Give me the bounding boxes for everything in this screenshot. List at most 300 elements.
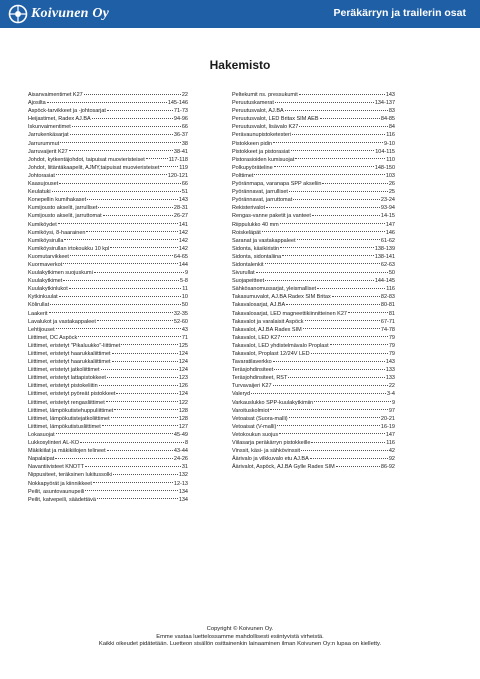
index-entry-name: Mäkikiilat ja mäkikiilojen telineet bbox=[28, 448, 106, 455]
index-entry-name: Kaasujouset bbox=[28, 181, 59, 188]
index-entry bbox=[28, 366, 188, 374]
index-entry-page: 124 bbox=[178, 351, 188, 357]
index-entry bbox=[28, 326, 188, 334]
index-entry-page: 117-118 bbox=[168, 156, 188, 163]
dot-leader bbox=[92, 118, 173, 119]
index-entry bbox=[232, 415, 395, 423]
index-entry-name: Jarrukenkäsarjat bbox=[28, 132, 69, 139]
index-entry-name: Johdot, liitäntäkaapelit, AJMY,taipuisat muovieristeiset bbox=[28, 164, 160, 171]
index-entry-page: 122 bbox=[178, 399, 188, 406]
index-entry bbox=[232, 172, 395, 180]
index-entry-page: 81 bbox=[388, 310, 395, 317]
dot-leader bbox=[280, 247, 374, 248]
index-entry bbox=[28, 204, 188, 212]
dot-leader bbox=[286, 304, 380, 305]
index-entry-page: 138-139 bbox=[374, 245, 395, 252]
dot-leader bbox=[97, 498, 178, 499]
index-entry bbox=[232, 463, 395, 471]
index-entry-name: Kölirullat bbox=[28, 302, 50, 309]
dot-leader bbox=[113, 474, 178, 475]
index-entry-name: Peilit, asuntovaunupeili bbox=[28, 488, 85, 495]
index-entry bbox=[232, 237, 395, 245]
dot-leader bbox=[311, 442, 385, 443]
dot-leader bbox=[305, 320, 380, 321]
index-entry bbox=[28, 463, 188, 471]
index-entry-page: 116 bbox=[386, 286, 395, 293]
index-entry-page: 24-26 bbox=[173, 456, 188, 463]
index-entry-page: 8 bbox=[184, 440, 188, 447]
dot-leader bbox=[47, 102, 167, 103]
index-entry-page: 148-150 bbox=[374, 164, 395, 171]
dot-leader bbox=[273, 385, 388, 386]
index-entry-page: 9 bbox=[391, 399, 395, 406]
index-entry bbox=[28, 115, 188, 123]
dot-leader bbox=[56, 433, 173, 434]
index-entry bbox=[28, 439, 188, 447]
dot-leader bbox=[146, 158, 168, 159]
index-entry-name: Peruutusvalot, LED Britax SIM AEB bbox=[232, 116, 319, 123]
index-entry-name: Napalaipat bbox=[28, 456, 55, 463]
index-entry-name: Liittimet, eristetyt jatkoliittimet bbox=[28, 367, 100, 374]
index-entry-page: 119 bbox=[179, 164, 188, 171]
index-entry-page: 9-10 bbox=[383, 140, 395, 147]
index-entry-name: Perävaunupistoketesteri bbox=[232, 132, 292, 139]
index-entry-page: 66 bbox=[181, 181, 188, 188]
index-entry-page: 52-60 bbox=[173, 318, 188, 325]
index-entry-name: Vetokoukun suojus bbox=[232, 431, 279, 438]
index-entry-page: 36-37 bbox=[173, 132, 188, 139]
index-entry-name: Rengas-vanne paketit ja vanteet bbox=[232, 213, 311, 220]
index-entry-page: 31 bbox=[181, 464, 188, 471]
index-entry-page: 133 bbox=[385, 367, 395, 374]
index-entry-name: Laakerit bbox=[28, 310, 48, 317]
dot-leader bbox=[274, 166, 374, 167]
index-entry-name: Heijastimet, Radex AJ.BA bbox=[28, 116, 91, 123]
index-entry-name: Peilit, katvepeili, säädettävä bbox=[28, 496, 96, 503]
index-entry-page: 127 bbox=[178, 423, 188, 430]
dot-leader bbox=[293, 199, 380, 200]
index-entry-name: Takasumuvalot, AJ.BA Radex SIM Britax bbox=[232, 294, 331, 301]
index-entry bbox=[28, 301, 188, 309]
dot-leader bbox=[275, 102, 374, 103]
index-entry-page: 147 bbox=[385, 431, 395, 438]
index-entry-page: 20-21 bbox=[380, 415, 395, 422]
index-entry-page: 84 bbox=[388, 124, 395, 131]
index-entry bbox=[28, 172, 188, 180]
index-entry-name: Äärivalot, Aspöck, AJ.BA Gylle Radex SIM bbox=[232, 464, 335, 471]
dot-leader bbox=[58, 223, 178, 224]
dot-leader bbox=[85, 466, 181, 467]
index-entry bbox=[28, 164, 188, 172]
dot-leader bbox=[273, 142, 383, 143]
index-entry-page: 64-65 bbox=[173, 253, 188, 260]
index-entry bbox=[28, 107, 188, 115]
index-entry-name: Riippulukko 40 mm bbox=[232, 221, 279, 228]
index-entry bbox=[232, 366, 395, 374]
index-entry bbox=[232, 156, 395, 164]
index-entry bbox=[232, 115, 395, 123]
index-entry-name: Pistokkeen pidin bbox=[232, 140, 273, 147]
dot-leader bbox=[86, 231, 177, 232]
dot-leader bbox=[56, 174, 167, 175]
index-entry bbox=[232, 269, 395, 277]
index-entry bbox=[232, 310, 395, 318]
index-entry-page: 67-71 bbox=[380, 318, 395, 325]
index-entry-name: Aisanvaimentimet K27 bbox=[28, 92, 83, 98]
index-entry-name: Takavalot ja varalaisit Aspöck bbox=[232, 318, 304, 325]
index-entry bbox=[28, 293, 188, 301]
index-entry-page: 104-115 bbox=[375, 148, 395, 155]
dot-leader bbox=[303, 328, 380, 329]
index-entry-page: 133 bbox=[385, 375, 395, 382]
index-entry bbox=[28, 358, 188, 366]
index-entry bbox=[232, 293, 395, 301]
dot-leader bbox=[280, 223, 385, 224]
dot-leader bbox=[160, 166, 178, 167]
index-entry-name: Sivurullat bbox=[232, 270, 255, 277]
page-header bbox=[0, 0, 480, 28]
index-entry-name: Kuomutarvikkeet bbox=[28, 253, 69, 260]
index-entry bbox=[28, 390, 188, 398]
company-logo bbox=[8, 4, 109, 24]
dot-leader bbox=[288, 377, 384, 378]
index-entry bbox=[28, 415, 188, 423]
index-entry bbox=[232, 382, 395, 390]
index-entry bbox=[232, 431, 395, 439]
footer-copyright: Copyright © Koivunen Oy. bbox=[206, 626, 274, 632]
index-entry-name: Johtorasiat bbox=[28, 172, 55, 179]
index-entry bbox=[28, 245, 188, 253]
index-entry bbox=[28, 447, 188, 455]
index-entry-name: Pyörännavat, jarruttomat bbox=[232, 197, 293, 204]
index-entry bbox=[232, 229, 395, 237]
index-entry-name: Sähkösanomussarjat, yleismalliset bbox=[232, 286, 317, 293]
index-entry-page: 86-92 bbox=[380, 464, 395, 471]
dot-leader bbox=[70, 255, 173, 256]
index-entry-page: 61-62 bbox=[380, 237, 395, 244]
dot-leader bbox=[112, 361, 178, 362]
index-entry bbox=[28, 488, 188, 496]
index-entry bbox=[232, 350, 395, 358]
index-entry-name: Sidonta, sidontaliina bbox=[232, 253, 282, 260]
index-entry bbox=[28, 455, 188, 463]
dot-leader bbox=[270, 409, 388, 410]
index-entry-name: Pistorasioiden kumisuojat bbox=[232, 156, 295, 163]
index-entry-page: 43-44 bbox=[173, 448, 188, 455]
index-entry-name: Liittimet, eristetyt pistokeliitin bbox=[28, 383, 98, 390]
dot-leader bbox=[59, 183, 181, 184]
index-column-left bbox=[28, 91, 188, 504]
dot-leader bbox=[87, 199, 178, 200]
index-entry-name: Kumijousto akselit, jarrulliset bbox=[28, 205, 98, 212]
index-entry-name: Takavalot, LED yhdistelmävalo Proplast bbox=[232, 342, 329, 349]
index-entry bbox=[232, 123, 395, 131]
index-entry-page: 128 bbox=[178, 415, 188, 422]
index-entry-page: 22 bbox=[181, 92, 188, 98]
index-entry-name: Kuulakytkinlukot bbox=[28, 286, 68, 293]
dot-leader bbox=[320, 118, 380, 119]
index-entry-name: Nokkapyörät ja kiinnikkeet bbox=[28, 480, 92, 487]
index-entry bbox=[28, 99, 188, 107]
index-entry-name: Kumiköysirulla bbox=[28, 237, 64, 244]
index-entry-page: 134-137 bbox=[374, 100, 395, 107]
dot-leader bbox=[50, 304, 181, 305]
index-entry bbox=[28, 318, 188, 326]
index-entry bbox=[28, 253, 188, 261]
header-title: Peräkärryn ja trailerin osat bbox=[333, 7, 466, 19]
index-entry bbox=[28, 261, 188, 269]
index-entry bbox=[232, 188, 395, 196]
index-entry bbox=[232, 131, 395, 139]
index-entry-name: Peltekumit ns. pressukumit bbox=[232, 92, 298, 98]
index-entry-name: Liittimet, DC Aspöck bbox=[28, 334, 78, 341]
index-entry bbox=[232, 455, 395, 463]
index-entry bbox=[28, 350, 188, 358]
index-entry-page: 82-83 bbox=[380, 294, 395, 301]
index-entry-page: 134 bbox=[178, 496, 188, 503]
index-entry bbox=[232, 342, 395, 350]
index-entry bbox=[232, 439, 395, 447]
index-entry-name: Pyöränmapa, varanapa SPP akseliin bbox=[232, 181, 322, 188]
dot-leader bbox=[85, 490, 178, 491]
index-entry-name: Liittimet, eristetyt rengasliittimet bbox=[28, 399, 105, 406]
index-entry-name: Takavalot, Proplast 12/24V LED bbox=[232, 351, 310, 357]
index-entry bbox=[28, 221, 188, 229]
index-entry bbox=[232, 99, 395, 107]
index-entry-name: Sidonta, käsikiristin bbox=[232, 245, 280, 252]
index-entry-page: 32-35 bbox=[173, 310, 188, 317]
dot-leader bbox=[69, 288, 182, 289]
dot-leader bbox=[310, 458, 388, 459]
index-entry-name: Ajosilta bbox=[28, 100, 46, 107]
index-entry-page: 138-141 bbox=[374, 253, 395, 260]
index-entry bbox=[232, 447, 395, 455]
index-entry-name: Kumiköydet bbox=[28, 221, 57, 228]
index-entry-name: Jarruvaijerit K27 bbox=[28, 148, 68, 155]
dot-leader bbox=[292, 134, 385, 135]
index-entry-page: 42 bbox=[388, 448, 395, 455]
dot-leader bbox=[97, 320, 173, 321]
index-entry-page: 123 bbox=[178, 375, 188, 382]
dot-leader bbox=[332, 296, 380, 297]
dot-leader bbox=[69, 150, 173, 151]
index-entry-page: 134 bbox=[178, 488, 188, 495]
dot-leader bbox=[279, 433, 385, 434]
dot-leader bbox=[281, 336, 388, 337]
dot-leader bbox=[72, 126, 181, 127]
index-entry-page: 147 bbox=[385, 221, 395, 228]
index-entry-name: Keulatuki bbox=[28, 189, 51, 196]
index-entry-name: Vinssit, käsi- ja sähkövinssit bbox=[232, 448, 301, 455]
index-entry-page: 142 bbox=[178, 229, 188, 236]
footer-rights: Kaikki oikeudet pidätetään. Luetteon sisällön osittainenkin lainaaminen ilman Koivunen Oy:n lupaa on kielletty. bbox=[98, 641, 382, 648]
index-entry-name: Lukkosylinteri AL-KO bbox=[28, 440, 80, 447]
index-entry-name: Roiskeläpät bbox=[232, 229, 261, 236]
index-entry-name: Jarrurummut bbox=[28, 140, 60, 147]
index-entry bbox=[232, 107, 395, 115]
index-entry-page: 26 bbox=[388, 181, 395, 188]
dot-leader bbox=[314, 401, 391, 402]
index-entry-page: 66 bbox=[181, 124, 188, 131]
dot-leader bbox=[254, 174, 384, 175]
dot-leader bbox=[101, 369, 178, 370]
index-entry-name: Nippusiteet, teräksinen lukitussolki bbox=[28, 472, 113, 479]
index-entry-page: 38-41 bbox=[173, 148, 188, 155]
index-entry bbox=[232, 390, 395, 398]
index-entry bbox=[28, 423, 188, 431]
index-entry-page: 22 bbox=[388, 383, 395, 390]
index-entry-page: 50 bbox=[181, 302, 188, 309]
footer-disclaimer: Emme vastaa luettelossamme mahdollisesti esiintyvistä virheistä. bbox=[156, 633, 324, 640]
index-entry-name: Takavalot, AJ.BA Radex SIM bbox=[232, 326, 302, 333]
index-entry-page: 142 bbox=[178, 245, 188, 252]
index-entry bbox=[28, 374, 188, 382]
index-entry-name: Vetoaisat (V-malli) bbox=[232, 423, 277, 430]
index-entry-page: 110 bbox=[386, 156, 395, 163]
index-entry-name: Takavalosarjat, AJ.BA bbox=[232, 302, 286, 309]
dot-leader bbox=[84, 94, 181, 95]
index-entry bbox=[28, 140, 188, 148]
index-entry-page: 141 bbox=[178, 221, 188, 228]
index-entry-page: 84-85 bbox=[380, 116, 395, 123]
dot-leader bbox=[265, 280, 374, 281]
index-entry-name: Lavalukot ja vastakappaleet bbox=[28, 318, 96, 325]
index-entry-name: Liittimet, lämpökutistejatkoliittimet bbox=[28, 415, 110, 422]
index-entry-page: 62-63 bbox=[380, 261, 395, 268]
dot-leader bbox=[114, 409, 178, 410]
index-entry bbox=[28, 180, 188, 188]
index-entry-name: Turvavaijeri K27 bbox=[232, 383, 272, 390]
index-entry-page: 38 bbox=[181, 140, 188, 147]
index-entry-name: Peruutusvalot, AJ.BA bbox=[232, 108, 284, 115]
index-entry-page: 25 bbox=[388, 189, 395, 196]
index-entry-name: Liittimet, eristetyt pyöreät pistokkeet bbox=[28, 391, 116, 398]
dot-leader bbox=[297, 239, 380, 240]
dot-leader bbox=[63, 280, 179, 281]
index-entry bbox=[232, 164, 395, 172]
dot-leader bbox=[285, 110, 388, 111]
index-entry-page: 128 bbox=[178, 407, 188, 414]
dot-leader bbox=[110, 247, 177, 248]
index-entry-page: 92 bbox=[388, 456, 395, 463]
index-entry-page: 97 bbox=[388, 407, 395, 414]
index-entry bbox=[232, 91, 395, 99]
index-entry-name: Liittimet, lämpökutistusliittimet bbox=[28, 423, 101, 430]
index-entry bbox=[28, 399, 188, 407]
index-entry-page: 74-78 bbox=[380, 326, 395, 333]
wheel-emblem-icon bbox=[8, 4, 28, 24]
index-entry bbox=[232, 326, 395, 334]
index-entry-name: Lokasuojat bbox=[28, 431, 55, 438]
index-entry bbox=[28, 471, 188, 479]
dot-leader bbox=[299, 126, 388, 127]
index-entry-name: Äärivalo ja vilkkuvalo etu AJ.BA bbox=[232, 456, 309, 463]
index-entry-page: 79 bbox=[388, 351, 395, 357]
index-entry bbox=[28, 334, 188, 342]
dot-leader bbox=[93, 482, 173, 483]
index-entry-page: 43 bbox=[181, 326, 188, 333]
index-entry bbox=[232, 148, 395, 156]
dot-leader bbox=[55, 458, 173, 459]
index-entry bbox=[232, 261, 395, 269]
dot-leader bbox=[116, 393, 177, 394]
index-entry-page: 26-27 bbox=[173, 213, 188, 220]
index-entry-name: Aspöck-tarvikkeet ja -johtosarjat bbox=[28, 108, 106, 115]
index-entry-page: 144-145 bbox=[374, 278, 395, 285]
index-entry-page: 142 bbox=[178, 237, 188, 244]
dot-leader bbox=[80, 442, 184, 443]
dot-leader bbox=[274, 369, 385, 370]
index-entry-name: Teräsjohdinsiteet bbox=[232, 367, 274, 374]
index-entry bbox=[28, 237, 188, 245]
logo-text: Koivunen Oy bbox=[31, 6, 110, 21]
dot-leader bbox=[348, 312, 388, 313]
dot-leader bbox=[56, 328, 181, 329]
dot-leader bbox=[299, 94, 385, 95]
index-entry-page: 132 bbox=[178, 472, 188, 479]
index-entry-page: 16-19 bbox=[380, 423, 395, 430]
dot-leader bbox=[282, 255, 374, 256]
index-entry bbox=[28, 431, 188, 439]
index-entry-page: 93-94 bbox=[380, 205, 395, 212]
index-entry bbox=[28, 229, 188, 237]
dot-leader bbox=[256, 272, 388, 273]
index-entry-page: 124 bbox=[178, 391, 188, 398]
index-entry bbox=[232, 318, 395, 326]
index-entry-page: 116 bbox=[386, 132, 395, 139]
dot-leader bbox=[63, 263, 178, 264]
index-entry-name: Valeryd bbox=[232, 391, 251, 398]
index-entry bbox=[232, 253, 395, 261]
dot-leader bbox=[99, 385, 178, 386]
index-entry-name: Peruutuskamerat bbox=[232, 100, 274, 107]
index-entry bbox=[28, 212, 188, 220]
index-entry-page: 83 bbox=[388, 108, 395, 115]
dot-leader bbox=[106, 401, 178, 402]
index-entry-page: 5-8 bbox=[180, 278, 188, 285]
dot-leader bbox=[78, 336, 181, 337]
index-entry-page: 143 bbox=[385, 359, 395, 366]
dot-leader bbox=[94, 272, 184, 273]
dot-leader bbox=[277, 425, 380, 426]
index-entry-name: Pyörännavat, jarrulliset bbox=[232, 189, 288, 196]
index-entry-name: Peruutusvalot, lisävalo K27 bbox=[232, 124, 299, 131]
index-entry-page: 71-73 bbox=[173, 108, 188, 115]
index-entry-page: 3-4 bbox=[387, 391, 395, 398]
index-entry-page: 10 bbox=[181, 294, 188, 301]
index-entry bbox=[232, 221, 395, 229]
dot-leader bbox=[49, 312, 173, 313]
index-entry-page: 116 bbox=[386, 440, 395, 447]
dot-leader bbox=[102, 425, 178, 426]
index-entry bbox=[232, 204, 395, 212]
dot-leader bbox=[60, 142, 181, 143]
index-entry-page: 12-13 bbox=[173, 480, 188, 487]
index-entry bbox=[232, 196, 395, 204]
index-entry-name: Vetoaisat (Suora-malli) bbox=[232, 415, 288, 422]
page-title: Hakemisto bbox=[209, 58, 271, 72]
index-entry-page: 23-24 bbox=[380, 197, 395, 204]
index-entry-name: Varoituskolmiot bbox=[232, 407, 270, 414]
dot-leader bbox=[317, 288, 385, 289]
index-entry-page: 28-31 bbox=[173, 205, 188, 212]
index-entry-page: 79 bbox=[388, 334, 395, 341]
index-entry-page: 146 bbox=[385, 229, 395, 236]
index-entry bbox=[232, 285, 395, 293]
index-entry-name: Liittimet, eristetyt lattapistokkeet bbox=[28, 375, 106, 382]
index-entry-name: Suojapeitteet bbox=[232, 278, 265, 285]
index-entry-name: Rekisterivalot bbox=[232, 205, 266, 212]
